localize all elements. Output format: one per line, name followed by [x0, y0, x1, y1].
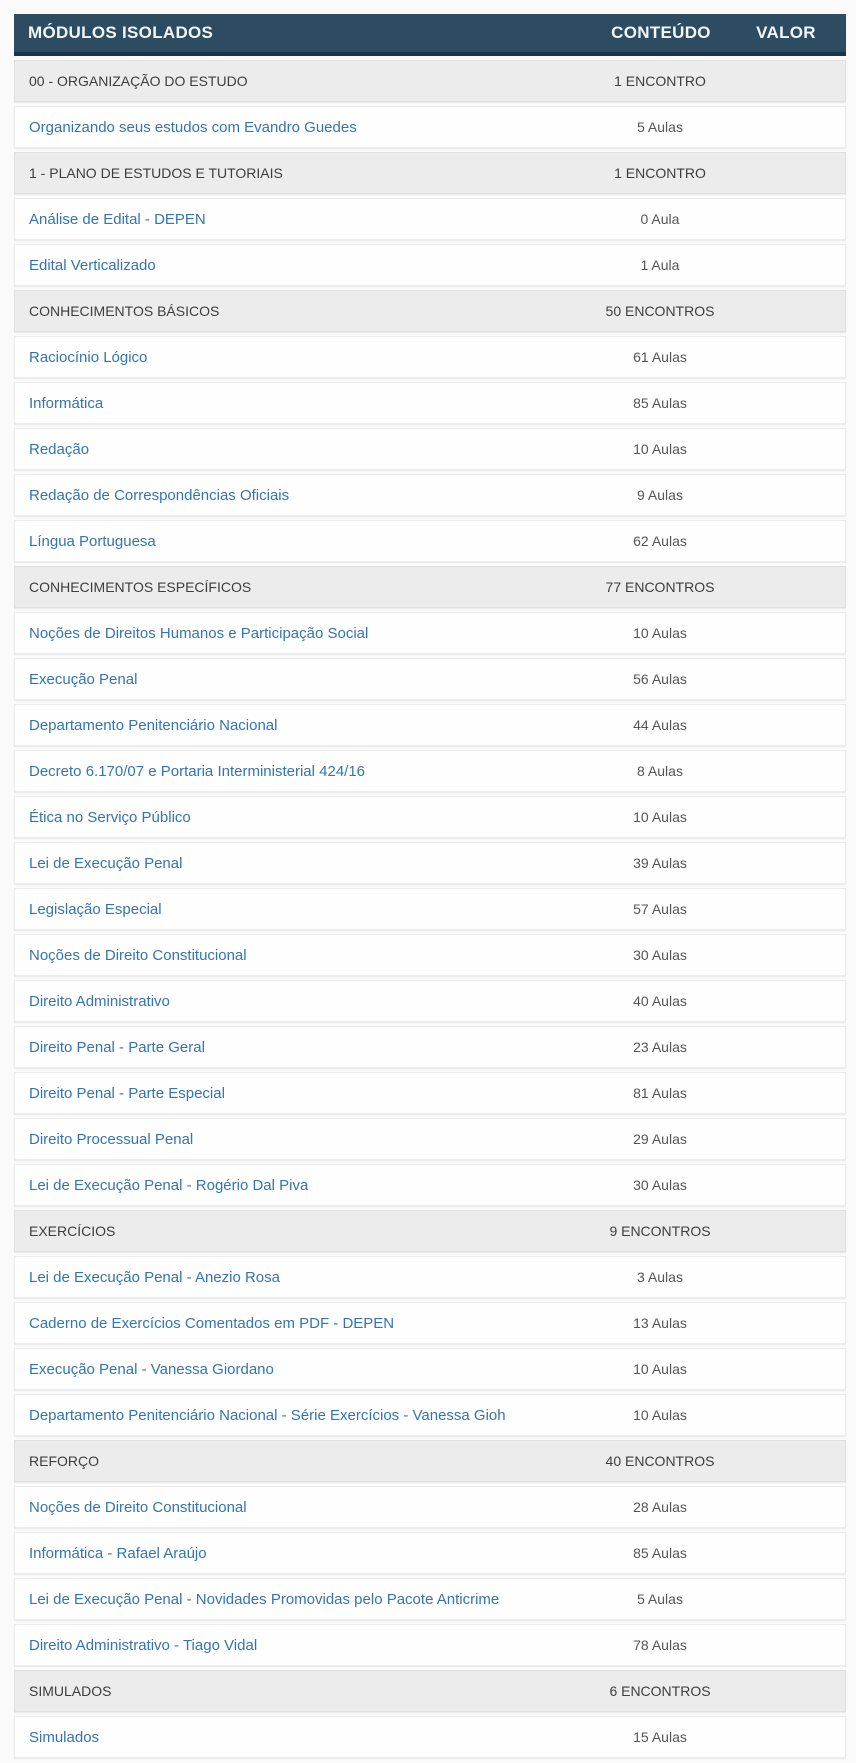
content-count: 1 Aula	[640, 257, 680, 273]
course-row	[14, 1624, 846, 1666]
course-row	[14, 796, 846, 838]
course-row	[14, 106, 846, 148]
course-row	[14, 842, 846, 884]
course-link[interactable]: Língua Portuguesa	[29, 532, 156, 550]
column-header-valor: VALOR	[756, 23, 816, 42]
content-count: 78 Aulas	[633, 1637, 687, 1653]
course-row	[14, 336, 846, 378]
course-row	[14, 612, 846, 654]
section-row	[14, 1440, 846, 1482]
content-count: 62 Aulas	[633, 533, 687, 549]
course-link[interactable]: Execução Penal	[29, 670, 138, 688]
content-count: 23 Aulas	[633, 1039, 687, 1055]
content-count: 29 Aulas	[633, 1131, 687, 1147]
column-header-conteudo: CONTEÚDO	[611, 23, 711, 42]
content-count: 10 Aulas	[633, 809, 687, 825]
course-row	[14, 244, 846, 286]
course-row	[14, 888, 846, 930]
content-count: 61 Aulas	[633, 349, 687, 365]
section-row	[14, 566, 846, 608]
content-count: 28 Aulas	[633, 1499, 687, 1515]
course-link[interactable]: Execução Penal - Vanessa Giordano	[29, 1360, 274, 1378]
content-count: 10 Aulas	[633, 1407, 687, 1423]
course-row	[14, 980, 846, 1022]
section-row	[14, 1210, 846, 1252]
course-row	[14, 658, 846, 700]
course-link[interactable]: Ética no Serviço Público	[29, 808, 191, 826]
content-count: 5 Aulas	[637, 1591, 683, 1607]
section-label: CONHECIMENTOS ESPECÍFICOS	[29, 579, 252, 595]
section-row	[14, 1670, 846, 1712]
content-count: 57 Aulas	[633, 901, 687, 917]
course-link[interactable]: Lei de Execução Penal - Novidades Promovidas pelo Pacote Anticrime	[29, 1590, 500, 1608]
course-link[interactable]: Análise de Edital - DEPEN	[29, 210, 206, 228]
content-count: 40 ENCONTROS	[605, 1453, 715, 1469]
course-link[interactable]: Direito Processual Penal	[29, 1130, 194, 1148]
course-link[interactable]: Direito Penal - Parte Especial	[29, 1084, 225, 1102]
column-header-modulos: MÓDULOS ISOLADOS	[28, 23, 214, 42]
section-label: EXERCÍCIOS	[29, 1223, 116, 1239]
course-link[interactable]: Noções de Direito Constitucional	[29, 946, 247, 964]
content-count: 85 Aulas	[633, 1545, 687, 1561]
course-row	[14, 1486, 846, 1528]
course-link[interactable]: Decreto 6.170/07 e Portaria Interministerial 424/16	[29, 762, 366, 780]
course-row	[14, 1716, 846, 1758]
content-count: 30 Aulas	[633, 947, 687, 963]
content-count: 8 Aulas	[637, 763, 683, 779]
table-header-row	[14, 14, 846, 56]
content-count: 15 Aulas	[633, 1729, 687, 1745]
content-count: 30 Aulas	[633, 1177, 687, 1193]
course-link[interactable]: Raciocínio Lógico	[29, 348, 148, 366]
course-link[interactable]: Departamento Penitenciário Nacional	[29, 716, 278, 734]
course-row	[14, 1348, 846, 1390]
content-count: 1 ENCONTRO	[614, 73, 706, 89]
course-row	[14, 1256, 846, 1298]
section-label: SIMULADOS	[29, 1683, 112, 1699]
course-link[interactable]: Departamento Penitenciário Nacional - Série Exercícios - Vanessa Gioh	[29, 1406, 506, 1424]
course-link[interactable]: Noções de Direito Constitucional	[29, 1498, 247, 1516]
course-link[interactable]: Lei de Execução Penal - Anezio Rosa	[29, 1268, 280, 1286]
section-row	[14, 60, 846, 102]
course-row	[14, 1532, 846, 1574]
course-link[interactable]: Edital Verticalizado	[29, 256, 156, 274]
table-body	[14, 60, 846, 1758]
content-count: 6 ENCONTROS	[609, 1683, 711, 1699]
section-row	[14, 290, 846, 332]
content-count: 5 Aulas	[637, 119, 683, 135]
course-link[interactable]: Direito Administrativo	[29, 992, 170, 1010]
content-count: 85 Aulas	[633, 395, 687, 411]
modules-table	[14, 14, 846, 1758]
course-row	[14, 198, 846, 240]
course-link[interactable]: Direito Penal - Parte Geral	[29, 1038, 205, 1056]
content-count: 50 ENCONTROS	[605, 303, 715, 319]
content-count: 3 Aulas	[637, 1269, 683, 1285]
content-count: 44 Aulas	[633, 717, 687, 733]
course-link[interactable]: Informática - Rafael Araújo	[29, 1544, 207, 1562]
content-count: 10 Aulas	[633, 625, 687, 641]
course-link[interactable]: Caderno de Exercícios Comentados em PDF - DEPEN	[29, 1314, 395, 1332]
course-row	[14, 1164, 846, 1206]
content-count: 9 Aulas	[637, 487, 683, 503]
section-row	[14, 152, 846, 194]
course-link[interactable]: Lei de Execução Penal	[29, 854, 183, 872]
course-row	[14, 1118, 846, 1160]
section-label: CONHECIMENTOS BÁSICOS	[29, 303, 220, 319]
content-count: 10 Aulas	[633, 1361, 687, 1377]
course-row	[14, 1394, 846, 1436]
course-row	[14, 1578, 846, 1620]
content-count: 40 Aulas	[633, 993, 687, 1009]
course-row	[14, 428, 846, 470]
course-link[interactable]: Simulados	[29, 1728, 100, 1746]
content-count: 0 Aula	[640, 211, 680, 227]
course-row	[14, 750, 846, 792]
section-label: REFORÇO	[29, 1453, 99, 1469]
course-link[interactable]: Redação de Correspondências Oficiais	[29, 486, 290, 504]
course-row	[14, 1302, 846, 1344]
section-label: 00 - ORGANIZAÇÃO DO ESTUDO	[29, 73, 248, 89]
course-row	[14, 382, 846, 424]
content-count: 1 ENCONTRO	[614, 165, 706, 181]
course-row	[14, 474, 846, 516]
section-label: 1 - PLANO DE ESTUDOS E TUTORIAIS	[29, 165, 283, 181]
content-count: 77 ENCONTROS	[605, 579, 715, 595]
course-link[interactable]: Redação	[29, 440, 90, 458]
content-count: 10 Aulas	[633, 441, 687, 457]
course-link[interactable]: Organizando seus estudos com Evandro Guedes	[29, 118, 357, 136]
content-count: 9 ENCONTROS	[609, 1223, 711, 1239]
course-row	[14, 1026, 846, 1068]
course-link[interactable]: Legislação Especial	[29, 900, 162, 918]
course-row	[14, 520, 846, 562]
course-link[interactable]: Direito Administrativo - Tiago Vidal	[29, 1636, 258, 1654]
course-link[interactable]: Informática	[29, 394, 104, 412]
content-count: 13 Aulas	[633, 1315, 687, 1331]
course-row	[14, 704, 846, 746]
course-row	[14, 1072, 846, 1114]
content-count: 39 Aulas	[633, 855, 687, 871]
content-count: 81 Aulas	[633, 1085, 687, 1101]
course-link[interactable]: Noções de Direitos Humanos e Participação Social	[29, 624, 369, 642]
course-link[interactable]: Lei de Execução Penal - Rogério Dal Piva	[29, 1176, 309, 1194]
content-count: 56 Aulas	[633, 671, 687, 687]
course-row	[14, 934, 846, 976]
